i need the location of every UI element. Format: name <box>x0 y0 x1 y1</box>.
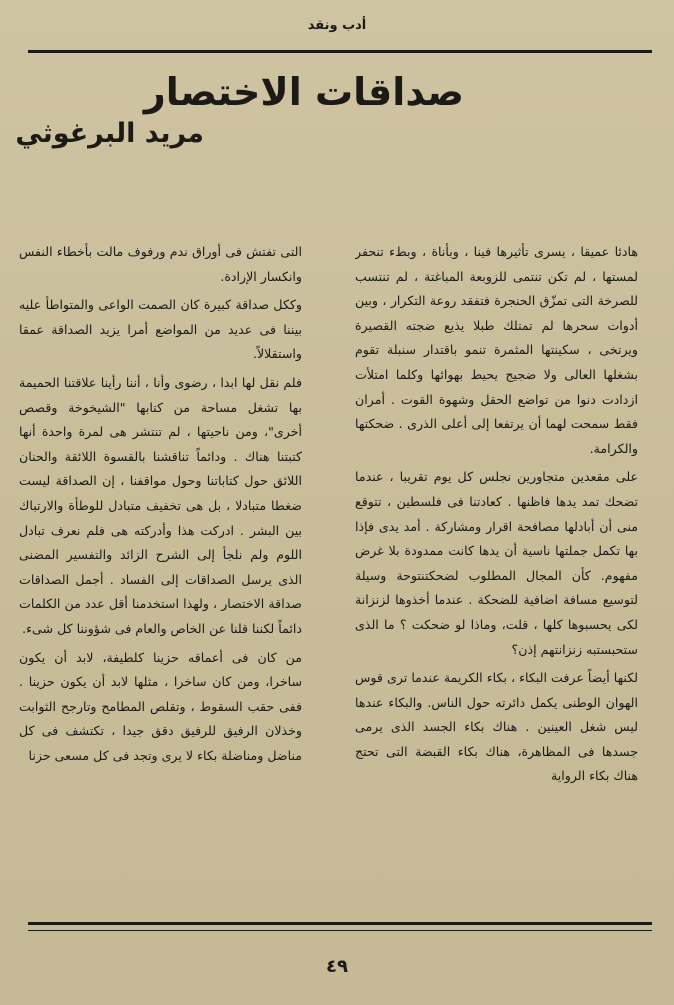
page-number: ٤٩ <box>326 956 348 977</box>
paragraph: من كان فى أعماقه حزينا كلطيفة، لابد أن يكون ساخرا، ومن كان ساخرا ، مثلها لابد أن يكون حزينا . ففى حقب السقوط ، وتقلص المطامح وتارجح الثوابت وخذلان الرفيق للرفيق دقق جيدا ، تكتشف فى كل مناضل ومناضلة بكاء لا يرى وتجد فى كل مسعى حزنا <box>19 649 302 763</box>
paragraph: التى تفتش فى أوراق ندم ورفوف مالت بأخطاء النفس وانكسار الإرادة. <box>19 244 302 284</box>
bottom-rule-thin <box>28 930 652 931</box>
article-title: صداقات الاختصار <box>143 70 464 114</box>
top-rule <box>28 50 652 53</box>
paragraph: لكنها أيضاً عرفت البكاء ، بكاء الكريمة عندما ترى قوس الهوان الوطنى يكمل دائرته حول الناس. والبكاء عندها ليس شغل العينين . هناك بكاء الجسد الذى يرمى جسدها فى المظاهرة، هناك بكاء القبضة التى تحتج هناك بكاء الرواية <box>355 670 638 784</box>
paragraph: على مقعدين متجاورين نجلس كل يوم تقريبا ، عندما تضحك تمد يدها فاظنها . كعادتنا فى فلسطين ، تتوقع منى أن أبادلها مصافحة اقرار ومشاركة . أمد يدى فإذا بها تكمل جملتها ناسية أن يدها كانت ممدودة بلا غرض مفهوم. كأن المجال المطلوب لضحكتنتوحة وسيلة لتوسيع مسافة اضافية للضحكة . عندما أخذوها لزنزانة لكى يحسبوها كلها ، قلت، وماذا لو ضحكت ؟ ما الذى ستحبستبه زنزانتهم إذن؟ <box>355 469 638 657</box>
text-column-right <box>355 240 638 920</box>
paragraph: وككل صداقة كبيرة كان الصمت الواعى والمتواطأ عليه بيننا فى عديد من المواضع أمرا يزيد الصداقة عمقا واستقلالاً. <box>19 297 302 362</box>
text-column-left <box>19 240 302 920</box>
paragraph: هادئا عميقا ، يسرى تأثيرها فينا ، وبأناة ، وبطء تنحفر لمستها ، لم تكن تنتمى للزوبعة المباغتة ، لم تنتسب للصرخة التى تمزّق الحنجرة فتفقد روعة التكرار ، وبين أدوات سحرها لم تمتلك طبلا يذيع ضجته القصيرة ويرتخى ، سكينتها المثمرة تنمو باقتدار سنبلة تقوم بشغلها العالى ولا ضجيج يحيط بهوائها وكلما امتلأت ازدادت دنوا من تواضع الحقل وشهوة القوت . أمران فقط سمحت لهما أن يرتفعا إلى أعلى الذرى . ضحكتها والكرامة. <box>355 244 638 456</box>
bottom-rule <box>28 922 652 925</box>
paragraph: فلم نقل لها ابدا ، رضوى وأنا ، أننا رأينا علاقتنا الحميمة بها تشغل مساحة من كتابها "الشيخوخة وقصص أخرى"، ومن ناحيتها ، لم تنتشر هى لمرة واحدة أنها كتبتنا هناك . ودائماً تناقشنا بالقسوة اللائقة والحنان اللائق حول كتاباتنا وحول مواقفنا ، إن الصداقة ليست ضغطا متبادلا ، بل هى تخفيف متبادل للوطأة والارتباك بين البشر . ادركت هذا وأدركته هى فلم نعرف تبادل اللوم ولم نلجأ إلى الشرح الزائد والتفسير المضنى الذى يرسل الصداقات إلى الفساد . أجمل الصداقات صداقة الاختصار ، ولهذا استخدمنا أقل عدد من الكلمات دائماً لكننا قلنا عن الخاص والعام فى شؤوننا كل شىء. <box>19 374 302 636</box>
section-label: أدب ونقد <box>307 18 367 33</box>
article-author: مريد البرغوثي <box>15 118 204 149</box>
